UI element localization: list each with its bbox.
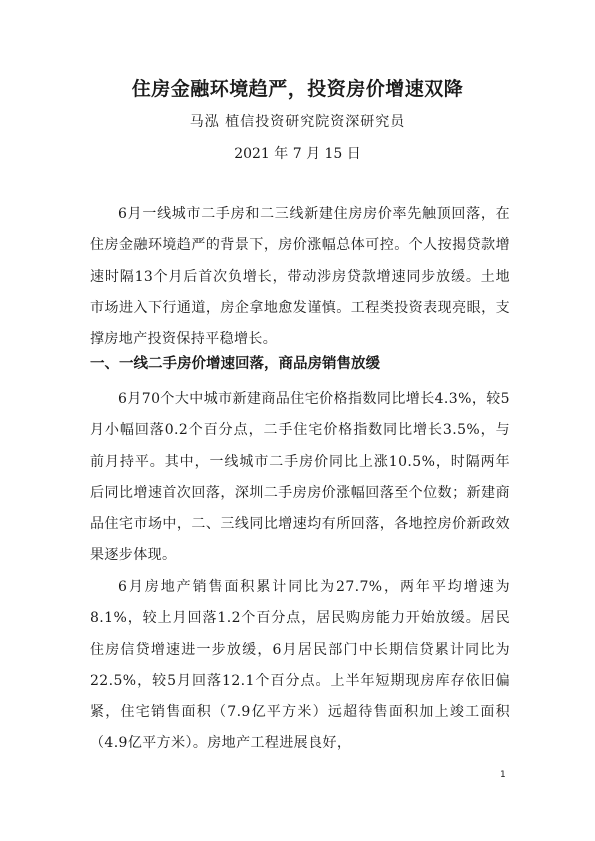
document-title: 住房金融环境趋严，投资房价增速双降 xyxy=(131,78,464,100)
body-paragraph: 6月房地产销售面积累计同比为27.7%，两年平均增速为8.1%，较上月回落1.2个百分点，居民购房能力开始放缓。居民住房信贷增速进一步放缓，6月居民部门中长期信贷累计同比为22.5%，较5月回落12.1个百分点。上半年短期现房库存依旧偏紧，住宅销售面积（7.9亿平方米）远超待售面积加上竣工面积（4.9亿平方米）。房地产工程进展良好， xyxy=(90,579,510,752)
author-line: 马泓 植信投资研究院资深研究员 xyxy=(189,114,406,130)
body-paragraph: 6月70个大中城市新建商品住宅价格指数同比增长4.3%，较5月小幅回落0.2个百分点，二手住宅价格指数同比增长3.5%，与前月持平。其中，一线城市二手房价同比上涨10.5%，时隔两年后同比增速首次回落，深圳二手房房价涨幅回落至个位数；新建商品住宅市场中，二、三线同比增速均有所回落，各地控房价新政效果逐步体现。 xyxy=(90,391,510,564)
section-heading: 一、一线二手房价增速回落，商品房销售放缓 xyxy=(90,356,380,372)
publication-date: 2021 年 7 月 15 日 xyxy=(234,146,361,162)
page-number: 1 xyxy=(500,770,506,780)
summary-paragraph: 6月一线城市二手房和二三线新建住房房价率先触顶回落，在住房金融环境趋严的背景下，房价涨幅总体可控。个人按揭贷款增速时隔13个月后首次负增长，带动涉房贷款增速同步放缓。土地市场进入下行通道，房企拿地愈发谨慎。工程类投资表现亮眼，支撑房地产投资保持平稳增长。 xyxy=(90,206,510,348)
